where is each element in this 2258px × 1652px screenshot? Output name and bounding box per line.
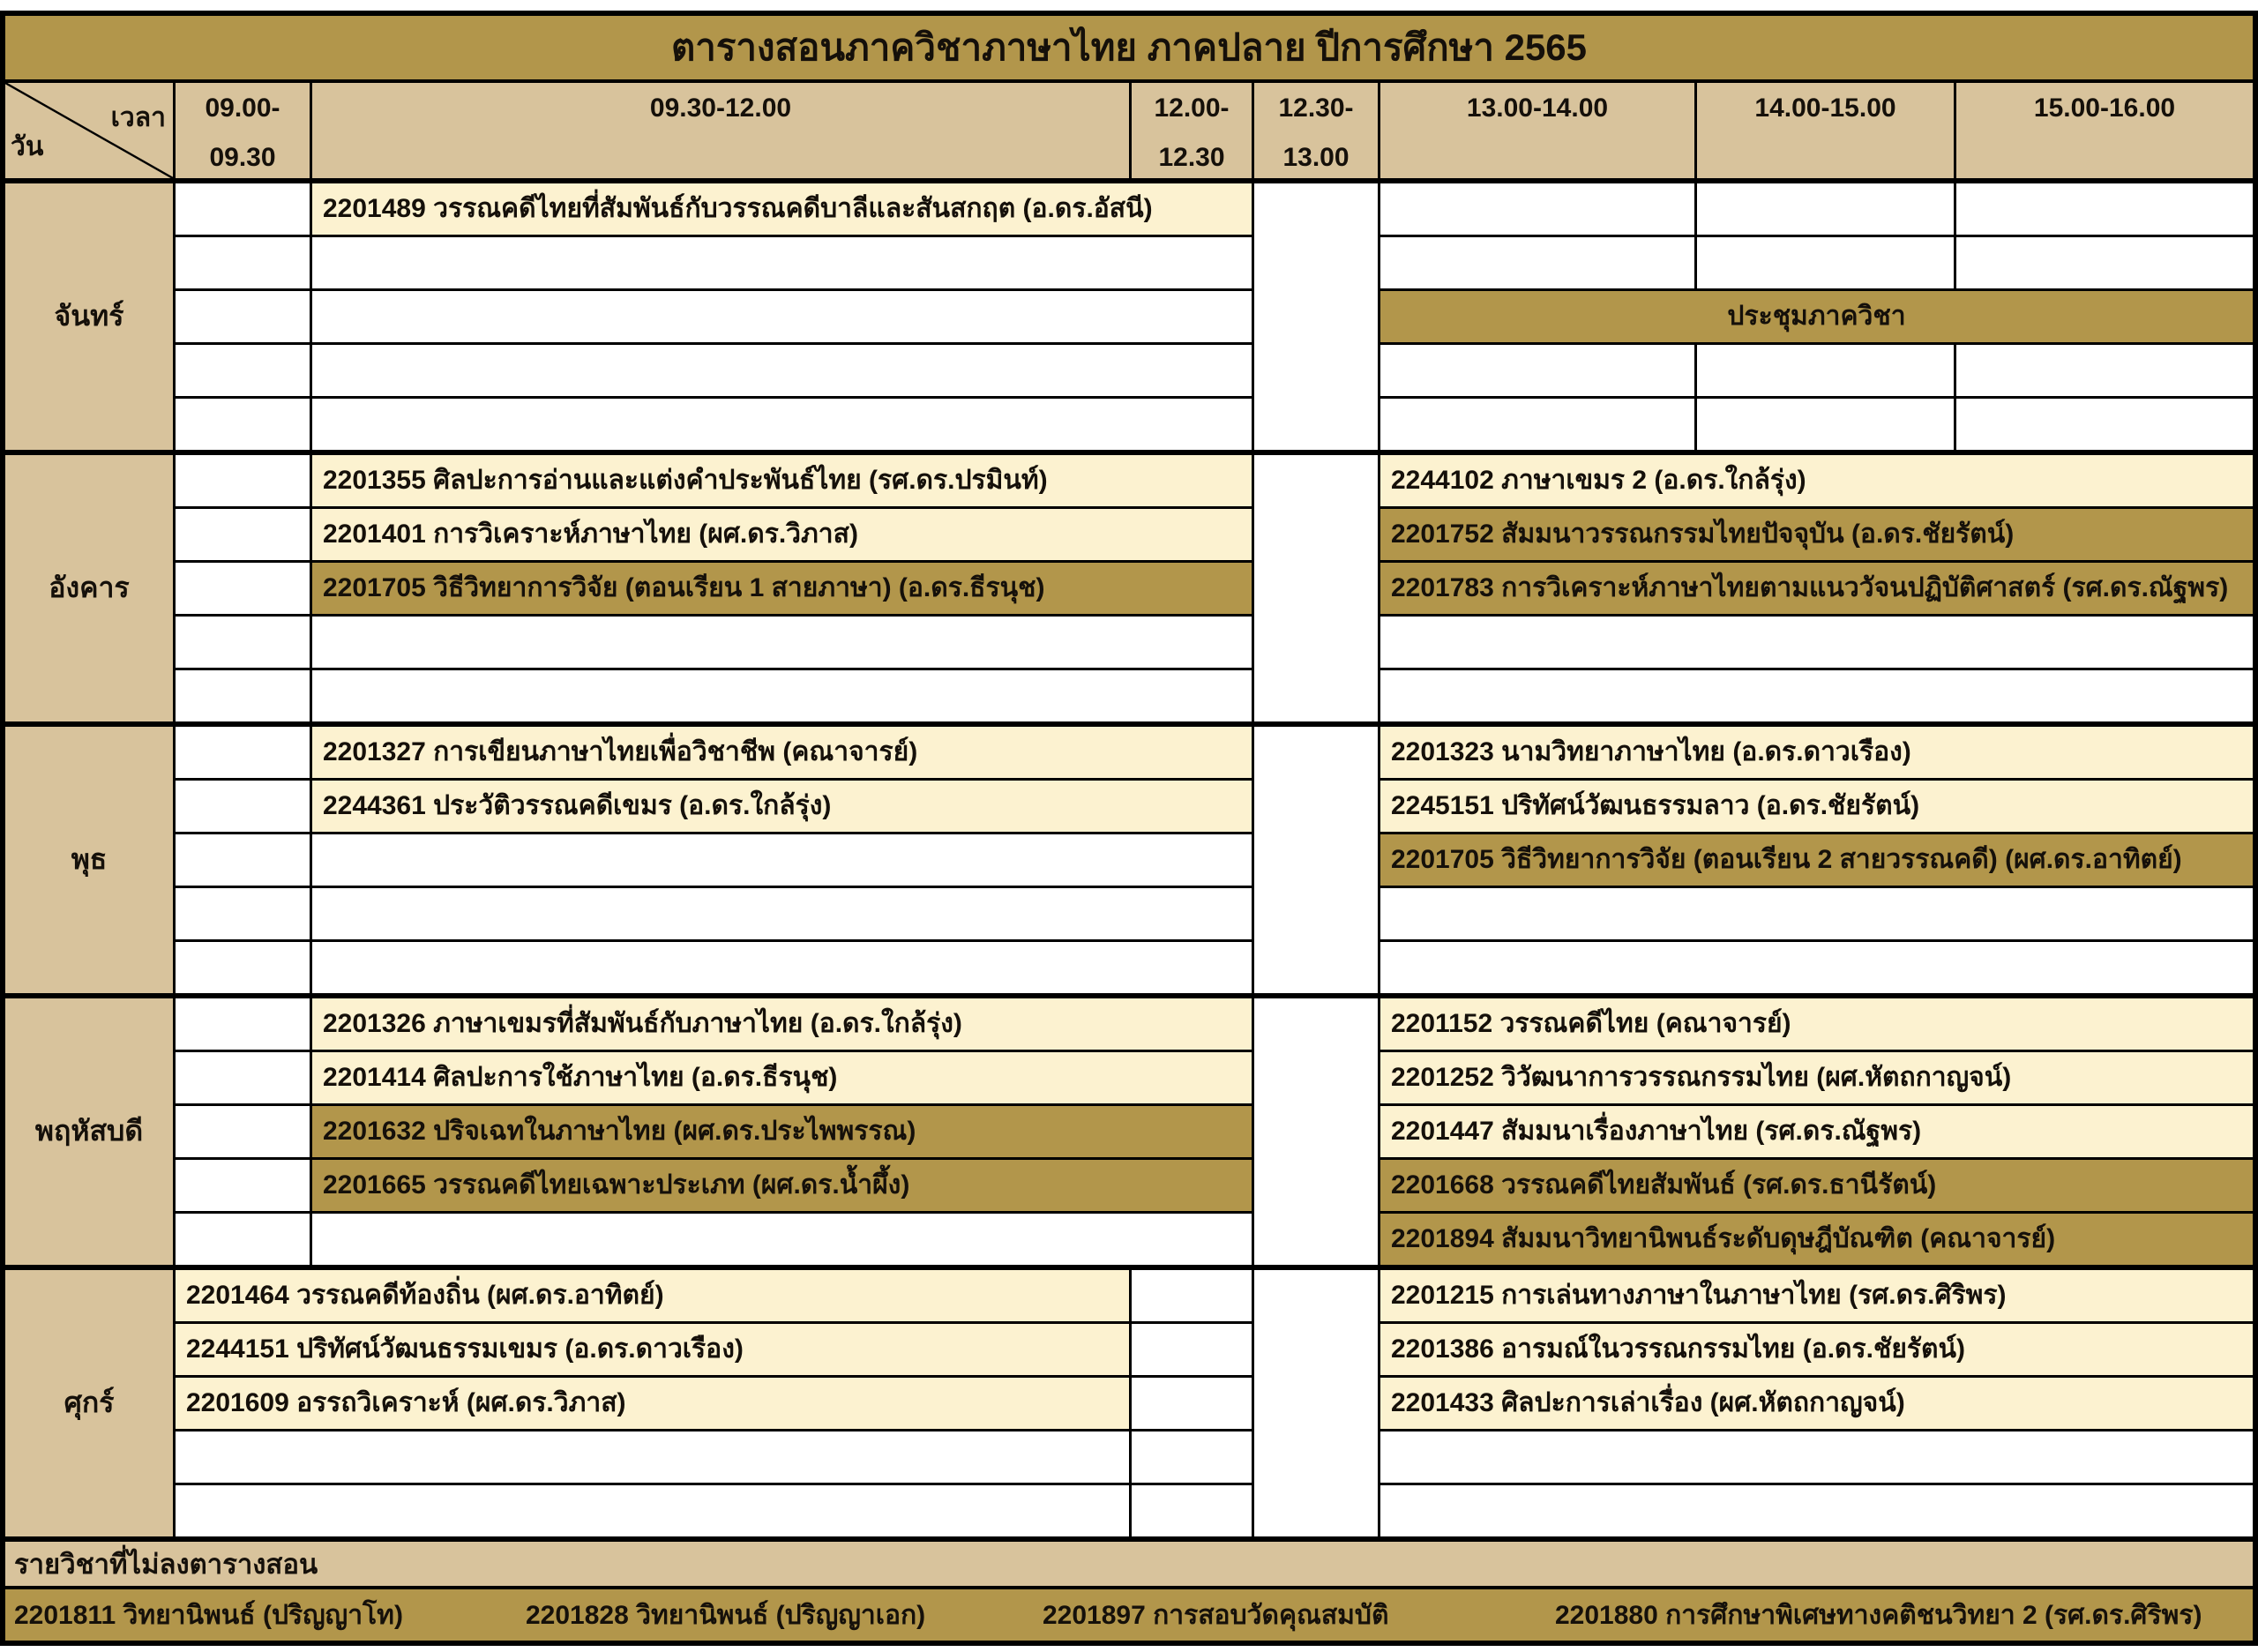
header-col-0900-0930: 09.00- 09.30 — [176, 83, 310, 178]
empty-cell — [176, 291, 310, 342]
empty-cell — [176, 1485, 1129, 1536]
course-cell-wed-a3: 2201705 วิธีวิทยาการวิจัย (ตอนเรียน 2 สายวรรณคดี) (ผศ.ดร.อาทิตย์) — [1380, 834, 2253, 886]
header-diagonal-cell — [5, 83, 173, 178]
lunch-strip-monday — [1254, 183, 1378, 450]
course-cell-tue-a3: 2201783 การวิเคราะห์ภาษาไทยตามแนววัจนปฏิบัติศาสตร์ (รศ.ดร.ณัฐพร) — [1380, 563, 2253, 614]
day-block-tuesday — [5, 450, 2253, 721]
unscheduled-courses-row — [5, 1586, 2253, 1641]
department-meeting-cell: ประชุมภาควิชา — [1380, 291, 2253, 342]
empty-cell — [176, 670, 310, 721]
day-label-thursday: พฤหัสบดี — [5, 998, 173, 1265]
course-cell-thu-a1: 2201152 วรรณคดีไทย (คณาจารย์) — [1380, 998, 2253, 1050]
header-col-1200-1230: 12.00- 12.30 — [1132, 83, 1252, 178]
empty-cell — [1380, 617, 2253, 668]
unscheduled-course-4: 2201880 การศึกษาพิเศษทางคติชนวิทยา 2 (รศ.ดร.ศิริพร) — [1555, 1600, 2202, 1630]
lunch-strip-wednesday — [1254, 727, 1378, 993]
course-cell-thu-a2: 2201252 วิวัฒนาการวรรณกรรมไทย (ผศ.หัตถกาญจน์) — [1380, 1052, 2253, 1103]
course-cell-wed-m1: 2201327 การเขียนภาษาไทยเพื่อวิชาชีพ (คณาจารย์) — [312, 727, 1252, 778]
empty-cell — [1956, 399, 2253, 450]
course-cell-thu-a3: 2201447 สัมมนาเรื่องภาษาไทย (รศ.ดร.ณัฐพร) — [1380, 1106, 2253, 1157]
course-cell-fri-a2: 2201386 อารมณ์ในวรรณกรรมไทย (อ.ดร.ชัยรัตน์) — [1380, 1324, 2253, 1375]
timetable — [0, 11, 2258, 1646]
header-col-1230-1300: 12.30- 13.00 — [1254, 83, 1378, 178]
empty-cell — [176, 345, 310, 396]
empty-cell — [176, 781, 310, 832]
empty-cell — [1132, 1378, 1252, 1429]
header-col-0930-1200: 09.30-12.00 — [312, 83, 1129, 178]
course-cell-tue-a1: 2244102 ภาษาเขมร 2 (อ.ดร.ใกล้รุ่ง) — [1380, 455, 2253, 506]
empty-cell — [176, 183, 310, 235]
empty-cell — [1380, 888, 2253, 939]
empty-cell — [176, 942, 310, 993]
empty-cell — [312, 1214, 1252, 1265]
header-day-label: วัน — [11, 132, 44, 161]
empty-cell — [1380, 670, 2253, 721]
lunch-strip-friday — [1254, 1270, 1378, 1536]
empty-cell — [1132, 1431, 1252, 1483]
day-block-thursday — [5, 993, 2253, 1265]
empty-cell — [1380, 237, 1694, 288]
unscheduled-course-2: 2201828 วิทยานิพนธ์ (ปริญญาเอก) — [526, 1600, 926, 1630]
course-cell-tue-m1: 2201355 ศิลปะการอ่านและแต่งคำประพันธ์ไทย (รศ.ดร.ปรมินท์) — [312, 455, 1252, 506]
course-cell-fri-m1: 2201464 วรรณคดีท้องถิ่น (ผศ.ดร.อาทิตย์) — [176, 1270, 1129, 1321]
course-cell-thu-m4: 2201665 วรรณคดีไทยเฉพาะประเภท (ผศ.ดร.น้ำผึ้ง) — [312, 1160, 1252, 1211]
empty-cell — [176, 727, 310, 778]
empty-cell — [312, 888, 1252, 939]
course-cell-thu-a5: 2201894 สัมมนาวิทยานิพนธ์ระดับดุษฎีบัณฑิต (คณาจารย์) — [1380, 1214, 2253, 1265]
day-label-tuesday: อังคาร — [5, 455, 173, 721]
empty-cell — [1956, 237, 2253, 288]
day-label-friday: ศุกร์ — [5, 1270, 173, 1536]
course-cell-fri-a3: 2201433 ศิลปะการเล่าเรื่อง (ผศ.หัตถกาญจน์) — [1380, 1378, 2253, 1429]
empty-cell — [176, 1106, 310, 1157]
course-cell-wed-a1: 2201323 นามวิทยาภาษาไทย (อ.ดร.ดาวเรือง) — [1380, 727, 2253, 778]
header-col-1400-1500: 14.00-15.00 — [1697, 83, 1954, 178]
empty-cell — [1132, 1485, 1252, 1536]
empty-cell — [1697, 399, 1954, 450]
empty-cell — [176, 1431, 1129, 1483]
course-cell-fri-a1: 2201215 การเล่นทางภาษาในภาษาไทย (รศ.ดร.ศิริพร) — [1380, 1270, 2253, 1321]
course-cell-thu-a4: 2201668 วรรณคดีไทยสัมพันธ์ (รศ.ดร.ธานีรัตน์) — [1380, 1160, 2253, 1211]
empty-cell — [1697, 237, 1954, 288]
unscheduled-courses-heading: รายวิชาที่ไม่ลงตารางสอน — [5, 1536, 2253, 1586]
day-label-monday: จันทร์ — [5, 183, 173, 450]
empty-cell — [176, 834, 310, 886]
empty-cell — [312, 942, 1252, 993]
empty-cell — [176, 998, 310, 1050]
course-cell-wed-m2: 2244361 ประวัติวรรณคดีเขมร (อ.ดร.ใกล้รุ่ง) — [312, 781, 1252, 832]
day-block-wednesday — [5, 721, 2253, 993]
empty-cell — [312, 617, 1252, 668]
empty-cell — [176, 1160, 310, 1211]
day-label-wednesday: พุธ — [5, 727, 173, 993]
empty-cell — [176, 509, 310, 560]
course-cell-tue-m3: 2201705 วิธีวิทยาการวิจัย (ตอนเรียน 1 สายภาษา) (อ.ดร.ธีรนุช) — [312, 563, 1252, 614]
course-cell-wed-a2: 2245151 ปริทัศน์วัฒนธรรมลาว (อ.ดร.ชัยรัตน์) — [1380, 781, 2253, 832]
empty-cell — [176, 455, 310, 506]
course-cell-fri-m3: 2201609 อรรถวิเคราะห์ (ผศ.ดร.วิภาส) — [176, 1378, 1129, 1429]
empty-cell — [312, 237, 1252, 288]
empty-cell — [1380, 183, 1694, 235]
empty-cell — [176, 563, 310, 614]
header-col-1500-1600: 15.00-16.00 — [1956, 83, 2253, 178]
empty-cell — [1380, 1431, 2253, 1483]
course-cell-thu-m3: 2201632 ปริจเฉทในภาษาไทย (ผศ.ดร.ประไพพรรณ) — [312, 1106, 1252, 1157]
course-cell-mon-m1: 2201489 วรรณคดีไทยที่สัมพันธ์กับวรรณคดีบาลีและสันสกฤต (อ.ดร.อัสนี) — [312, 183, 1252, 235]
empty-cell — [312, 399, 1252, 450]
course-cell-fri-m2: 2244151 ปริทัศน์วัฒนธรรมเขมร (อ.ดร.ดาวเรือง) — [176, 1324, 1129, 1375]
empty-cell — [312, 834, 1252, 886]
empty-cell — [1956, 183, 2253, 235]
course-cell-thu-m1: 2201326 ภาษาเขมรที่สัมพันธ์กับภาษาไทย (อ.ดร.ใกล้รุ่ง) — [312, 998, 1252, 1050]
empty-cell — [1697, 183, 1954, 235]
empty-cell — [176, 237, 310, 288]
empty-cell — [176, 1052, 310, 1103]
unscheduled-course-3: 2201897 การสอบวัดคุณสมบัติ — [1043, 1600, 1389, 1630]
empty-cell — [1380, 345, 1694, 396]
empty-cell — [1380, 1485, 2253, 1536]
empty-cell — [1380, 942, 2253, 993]
unscheduled-course-1: 2201811 วิทยานิพนธ์ (ปริญญาโท) — [14, 1600, 403, 1630]
lunch-strip-tuesday — [1254, 455, 1378, 721]
empty-cell — [312, 291, 1252, 342]
day-block-friday — [5, 1265, 2253, 1536]
course-cell-thu-m2: 2201414 ศิลปะการใช้ภาษาไทย (อ.ดร.ธีรนุช) — [312, 1052, 1252, 1103]
header-time-label: เวลา — [110, 103, 166, 132]
empty-cell — [176, 1214, 310, 1265]
empty-cell — [176, 888, 310, 939]
empty-cell — [176, 399, 310, 450]
empty-cell — [1132, 1270, 1252, 1321]
empty-cell — [1697, 345, 1954, 396]
header-col-1300-1400: 13.00-14.00 — [1380, 83, 1694, 178]
empty-cell — [312, 670, 1252, 721]
day-block-monday — [5, 178, 2253, 450]
empty-cell — [312, 345, 1252, 396]
lunch-strip-thursday — [1254, 998, 1378, 1265]
empty-cell — [1132, 1324, 1252, 1375]
empty-cell — [1380, 399, 1694, 450]
timetable-title: ตารางสอนภาควิชาภาษาไทย ภาคปลาย ปีการศึกษา 2565 — [5, 16, 2253, 83]
course-cell-tue-a2: 2201752 สัมมนาวรรณกรรมไทยปัจจุบัน (อ.ดร.ชัยรัตน์) — [1380, 509, 2253, 560]
header-row — [5, 83, 2253, 178]
empty-cell — [1956, 345, 2253, 396]
empty-cell — [176, 617, 310, 668]
course-cell-tue-m2: 2201401 การวิเคราะห์ภาษาไทย (ผศ.ดร.วิภาส) — [312, 509, 1252, 560]
